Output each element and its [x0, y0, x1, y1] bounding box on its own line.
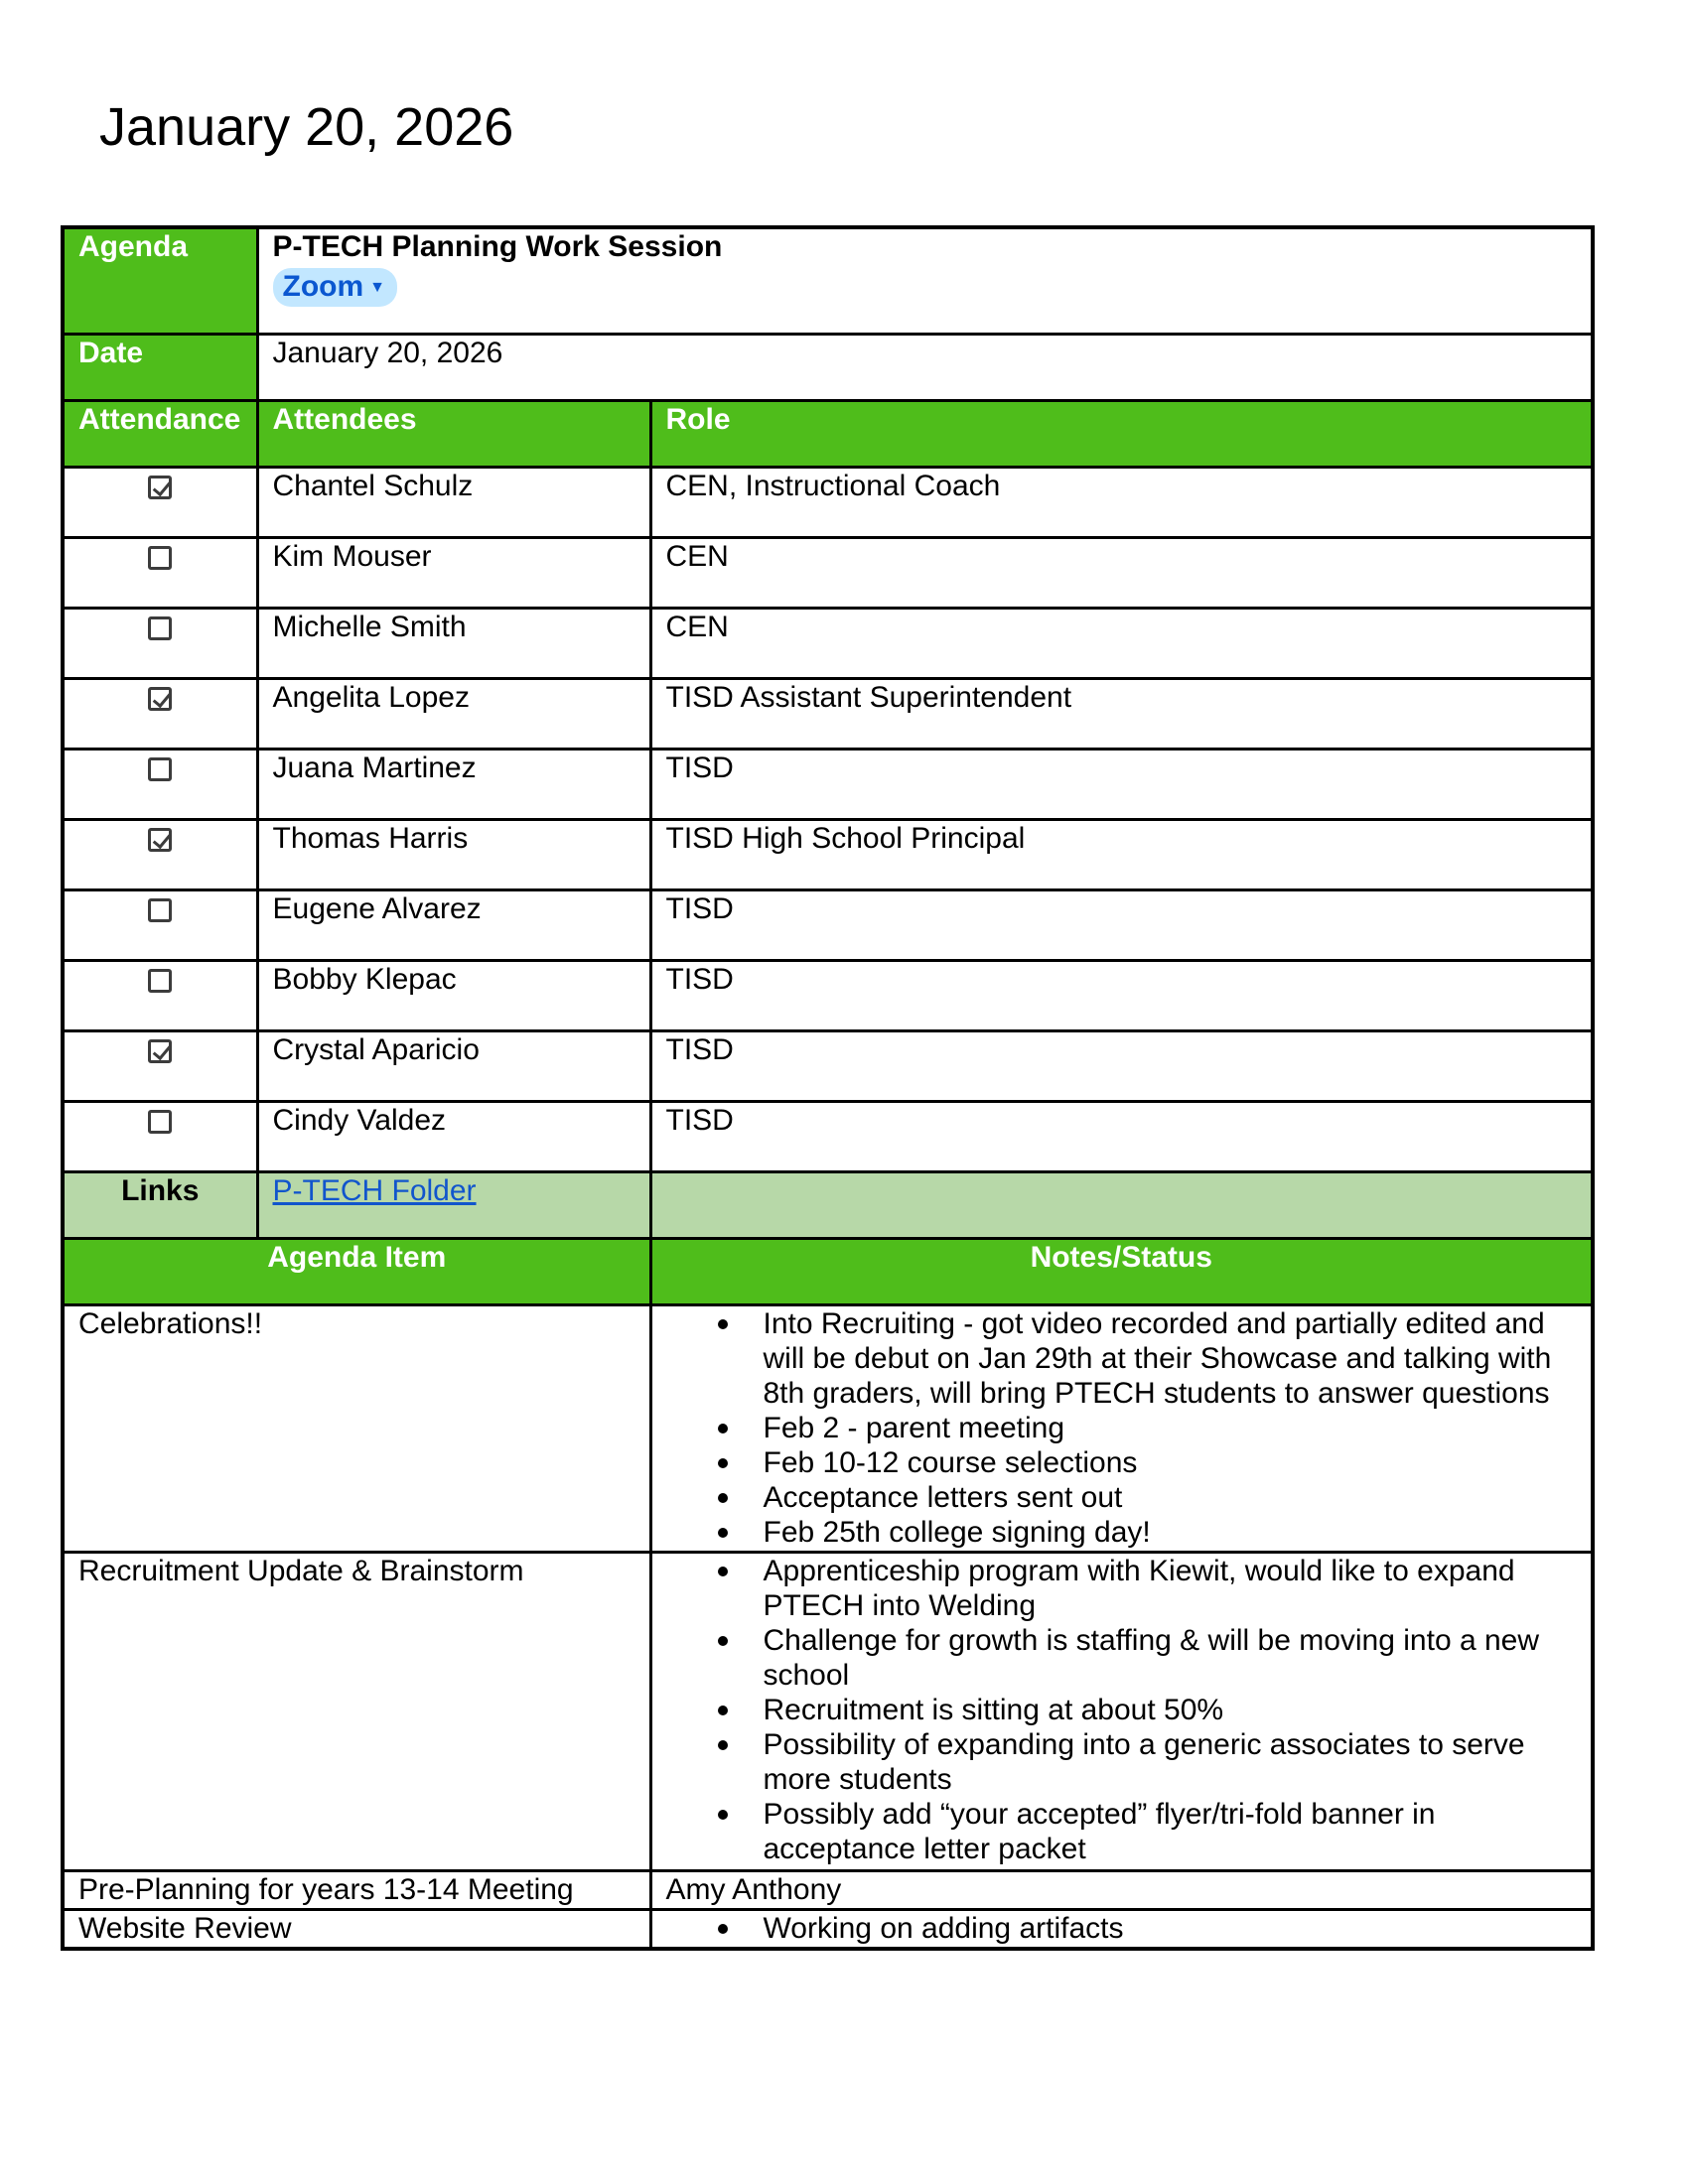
attendance-cell — [63, 961, 257, 1031]
note-item: Working on adding artifacts — [764, 1911, 1578, 1946]
agenda-item-name: Recruitment Update & Brainstorm — [63, 1553, 650, 1871]
unchecked-checkbox[interactable] — [148, 757, 172, 781]
notes-list — [666, 1554, 1578, 1866]
attendance-cell — [63, 890, 257, 961]
note-item: Apprenticeship program with Kiewit, would like to expand PTECH into Welding — [764, 1554, 1578, 1623]
attendee-row — [63, 679, 1593, 750]
attendee-role: TISD — [650, 1031, 1593, 1102]
checked-checkbox[interactable] — [148, 828, 172, 852]
attendee-row — [63, 890, 1593, 961]
attendee-list — [63, 468, 1593, 1172]
notes-list — [666, 1911, 1578, 1946]
note-item: Feb 25th college signing day! — [764, 1515, 1578, 1550]
agenda-item-name: Website Review — [63, 1910, 650, 1950]
attendance-cell — [63, 1102, 257, 1172]
agenda-item-row — [63, 1305, 1593, 1553]
note-item: Into Recruiting - got video recorded and partially edited and will be debut on Jan 29th at their Showcase and talking with 8th graders, will bring PTECH students to answer questions — [764, 1306, 1578, 1411]
attendance-cell — [63, 538, 257, 609]
attendance-cell — [63, 609, 257, 679]
agenda-table — [61, 225, 1595, 1951]
ptech-folder-link[interactable]: P-TECH Folder — [272, 1174, 477, 1207]
zoom-chip-label: Zoom — [282, 270, 364, 303]
items-header-row — [63, 1239, 1593, 1305]
attendance-header: Attendance — [63, 401, 257, 468]
unchecked-checkbox[interactable] — [148, 616, 172, 640]
attendee-row — [63, 961, 1593, 1031]
attendee-row — [63, 609, 1593, 679]
attendance-cell — [63, 679, 257, 750]
attendee-name: Kim Mouser — [257, 538, 650, 609]
notes-status-header: Notes/Status — [650, 1239, 1593, 1305]
agenda-item-name: Pre-Planning for years 13-14 Meeting — [63, 1871, 650, 1910]
agenda-item-header: Agenda Item — [63, 1239, 650, 1305]
unchecked-checkbox[interactable] — [148, 546, 172, 570]
date-row — [63, 335, 1593, 401]
attendee-role: TISD High School Principal — [650, 820, 1593, 890]
agenda-item-row — [63, 1553, 1593, 1871]
links-row — [63, 1172, 1593, 1239]
attendance-cell — [63, 1031, 257, 1102]
attendee-role: TISD — [650, 890, 1593, 961]
zoom-chip[interactable] — [273, 268, 398, 307]
attendees-header: Attendees — [257, 401, 650, 468]
links-empty-cell — [650, 1172, 1593, 1239]
checked-checkbox[interactable] — [148, 687, 172, 711]
unchecked-checkbox[interactable] — [148, 969, 172, 993]
meeting-title: P-TECH Planning Work Session — [272, 230, 723, 263]
attendee-row — [63, 1102, 1593, 1172]
role-header: Role — [650, 401, 1593, 468]
agenda-item-row — [63, 1871, 1593, 1910]
attendee-role: CEN — [650, 609, 1593, 679]
unchecked-checkbox[interactable] — [148, 898, 172, 922]
note-item: Acceptance letters sent out — [764, 1480, 1578, 1515]
attendee-row — [63, 820, 1593, 890]
attendee-row — [63, 1031, 1593, 1102]
note-item: Challenge for growth is staffing & will be moving into a new school — [764, 1623, 1578, 1693]
attendee-row — [63, 750, 1593, 820]
chevron-down-icon: ▼ — [369, 279, 385, 297]
links-value-cell — [257, 1172, 650, 1239]
attendee-role: CEN, Instructional Coach — [650, 468, 1593, 538]
checked-checkbox[interactable] — [148, 476, 172, 499]
document-title: January 20, 2026 — [99, 97, 514, 157]
attendance-header-row — [63, 401, 1593, 468]
attendee-name: Michelle Smith — [257, 609, 650, 679]
attendee-row — [63, 468, 1593, 538]
agenda-item-notes — [650, 1305, 1593, 1553]
note-item: Feb 2 - parent meeting — [764, 1411, 1578, 1445]
attendee-row — [63, 538, 1593, 609]
attendance-cell — [63, 820, 257, 890]
attendee-role: TISD Assistant Superintendent — [650, 679, 1593, 750]
note-item: Recruitment is sitting at about 50% — [764, 1693, 1578, 1727]
attendance-cell — [63, 468, 257, 538]
attendee-name: Thomas Harris — [257, 820, 650, 890]
links-label: Links — [63, 1172, 257, 1239]
agenda-row — [63, 227, 1593, 335]
attendee-name: Crystal Aparicio — [257, 1031, 650, 1102]
attendee-name: Chantel Schulz — [257, 468, 650, 538]
note-item: Possibly add “your accepted” flyer/tri-fold banner in acceptance letter packet — [764, 1797, 1578, 1866]
agenda-item-notes — [650, 1910, 1593, 1950]
attendee-name: Eugene Alvarez — [257, 890, 650, 961]
agenda-item-notes — [650, 1553, 1593, 1871]
agenda-item-text: Amy Anthony — [650, 1871, 1593, 1910]
attendee-name: Cindy Valdez — [257, 1102, 650, 1172]
agenda-value-cell — [257, 227, 1593, 335]
attendee-name: Bobby Klepac — [257, 961, 650, 1031]
attendee-role: TISD — [650, 750, 1593, 820]
agenda-label: Agenda — [63, 227, 257, 335]
date-value: January 20, 2026 — [257, 335, 1593, 401]
notes-list — [666, 1306, 1578, 1550]
agenda-item-name: Celebrations!! — [63, 1305, 650, 1553]
attendee-name: Juana Martinez — [257, 750, 650, 820]
checked-checkbox[interactable] — [148, 1039, 172, 1063]
agenda-item-row — [63, 1910, 1593, 1950]
attendance-cell — [63, 750, 257, 820]
attendee-role: CEN — [650, 538, 1593, 609]
date-label: Date — [63, 335, 257, 401]
attendee-role: TISD — [650, 1102, 1593, 1172]
attendee-role: TISD — [650, 961, 1593, 1031]
attendee-name: Angelita Lopez — [257, 679, 650, 750]
note-item: Possibility of expanding into a generic associates to serve more students — [764, 1727, 1578, 1797]
note-item: Feb 10-12 course selections — [764, 1445, 1578, 1480]
unchecked-checkbox[interactable] — [148, 1110, 172, 1134]
